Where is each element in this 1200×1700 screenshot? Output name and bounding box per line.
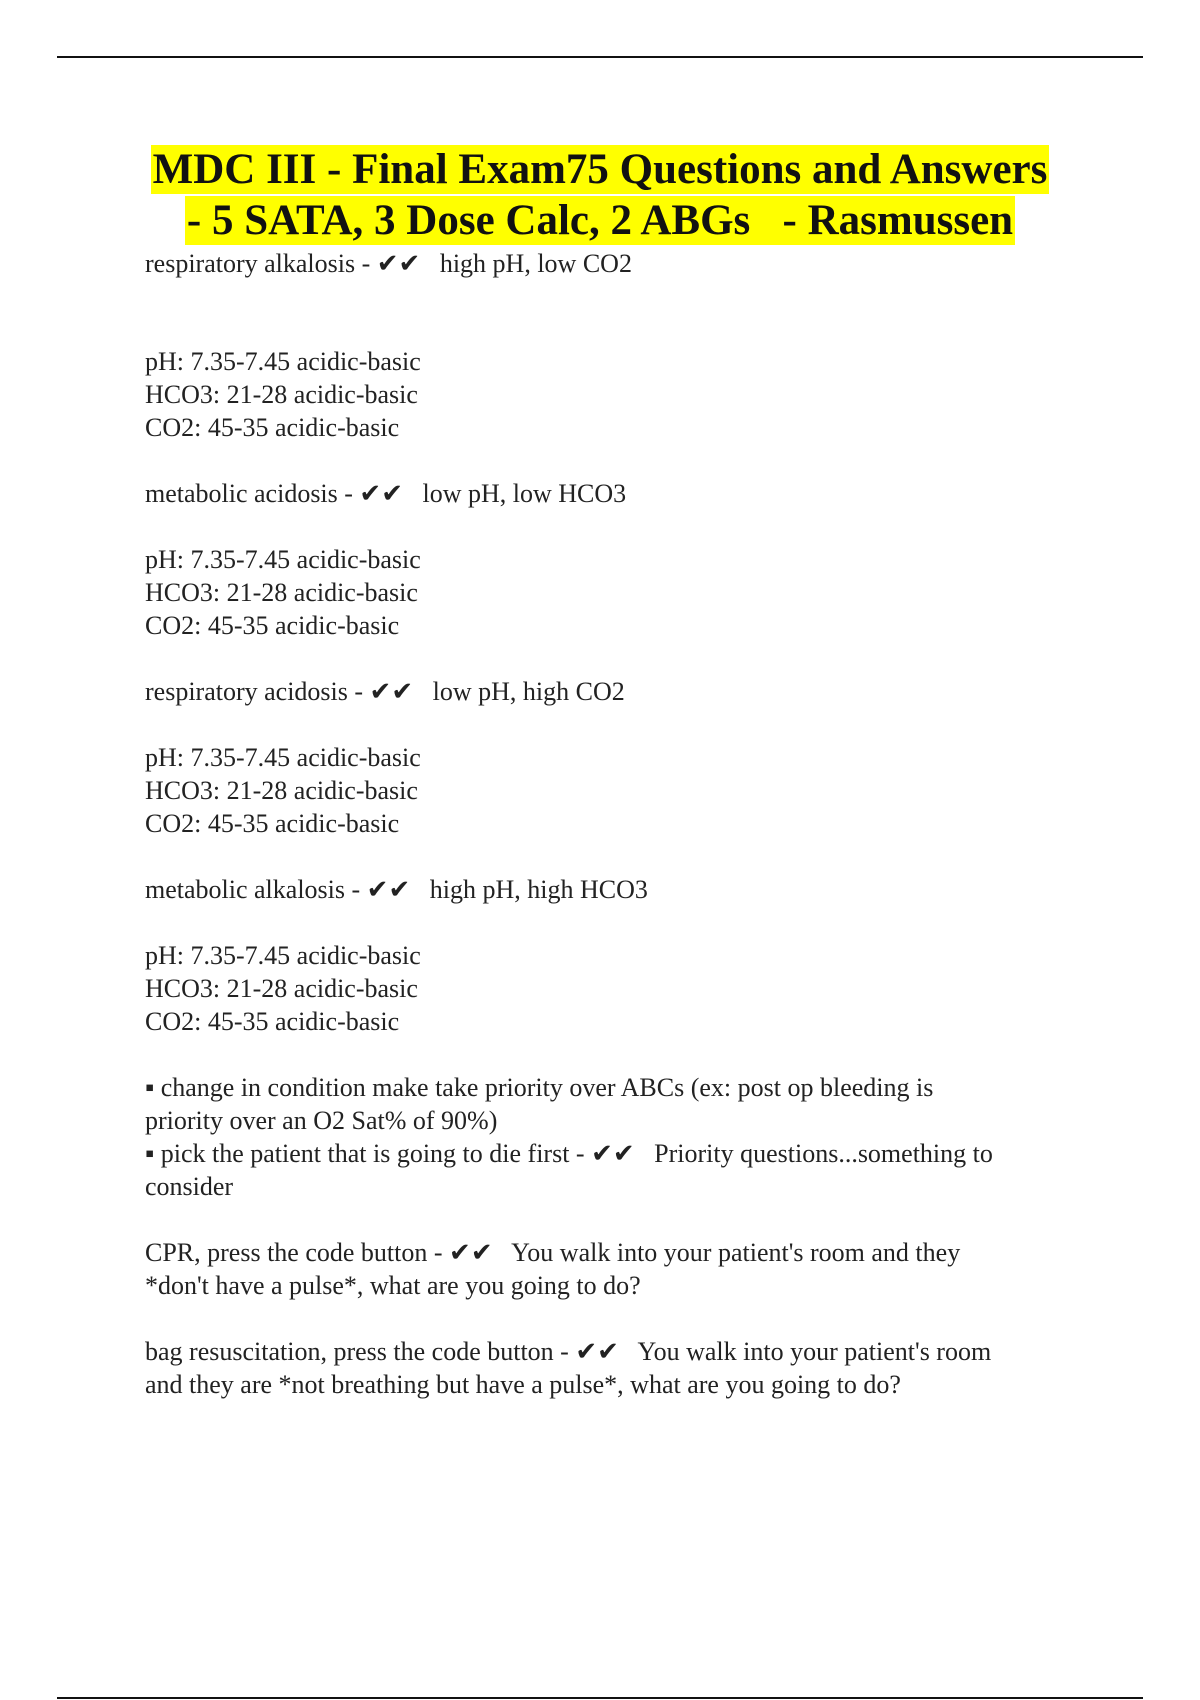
ref-ph: pH: 7.35-7.45 acidic-basic [145,545,421,574]
term-respiratory-acidosis: respiratory acidosis - ✔✔ low pH, high CO2 [145,677,625,706]
ref-ph: pH: 7.35-7.45 acidic-basic [145,941,421,970]
priority-notes [145,1071,1085,1203]
cpr-line-1: CPR, press the code button - ✔✔ You walk into your patient's room and they [145,1238,961,1267]
ref-co2: CO2: 45-35 acidic-basic [145,809,400,838]
term-respiratory-alkalosis: respiratory alkalosis - ✔✔ high pH, low CO2 [145,249,632,278]
bottom-divider [57,1697,1143,1699]
ref-hco3: HCO3: 21-28 acidic-basic [145,776,418,805]
reference-values-4 [145,939,1085,1038]
ref-co2: CO2: 45-35 acidic-basic [145,611,400,640]
reference-values-2 [145,543,1085,642]
priority-bullet-1: ▪ change in condition make take priority over ABCs (ex: post op bleeding is [145,1073,934,1102]
ref-co2: CO2: 45-35 acidic-basic [145,413,400,442]
top-divider [57,56,1143,58]
ref-ph: pH: 7.35-7.45 acidic-basic [145,347,421,376]
ref-hco3: HCO3: 21-28 acidic-basic [145,974,418,1003]
title-line-1: MDC III - Final Exam75 Questions and Answers [152,146,1048,193]
cpr-line-2: *don't have a pulse*, what are you going to do? [145,1271,641,1300]
priority-bullet-1-cont: priority over an O2 Sat% of 90%) [145,1106,498,1135]
document-title [0,144,1200,246]
cpr-entry [145,1236,1085,1302]
reference-values-1 [145,345,1085,444]
ref-hco3: HCO3: 21-28 acidic-basic [145,578,418,607]
document-body [145,247,1085,1401]
term-metabolic-acidosis: metabolic acidosis - ✔✔ low pH, low HCO3 [145,479,627,508]
ref-ph: pH: 7.35-7.45 acidic-basic [145,743,421,772]
bag-resuscitation-entry [145,1335,1085,1401]
bag-line-1: bag resuscitation, press the code button - ✔✔ You walk into your patient's room [145,1337,992,1366]
reference-values-3 [145,741,1085,840]
priority-bullet-2-cont: consider [145,1172,234,1201]
term-metabolic-alkalosis: metabolic alkalosis - ✔✔ high pH, high HCO3 [145,875,648,904]
ref-co2: CO2: 45-35 acidic-basic [145,1007,400,1036]
priority-bullet-2: ▪ pick the patient that is going to die first - ✔✔ Priority questions...something to [145,1139,993,1168]
bag-line-2: and they are *not breathing but have a pulse*, what are you going to do? [145,1370,901,1399]
ref-hco3: HCO3: 21-28 acidic-basic [145,380,418,409]
title-line-2: - 5 SATA, 3 Dose Calc, 2 ABGs - Rasmussen [186,197,1014,244]
